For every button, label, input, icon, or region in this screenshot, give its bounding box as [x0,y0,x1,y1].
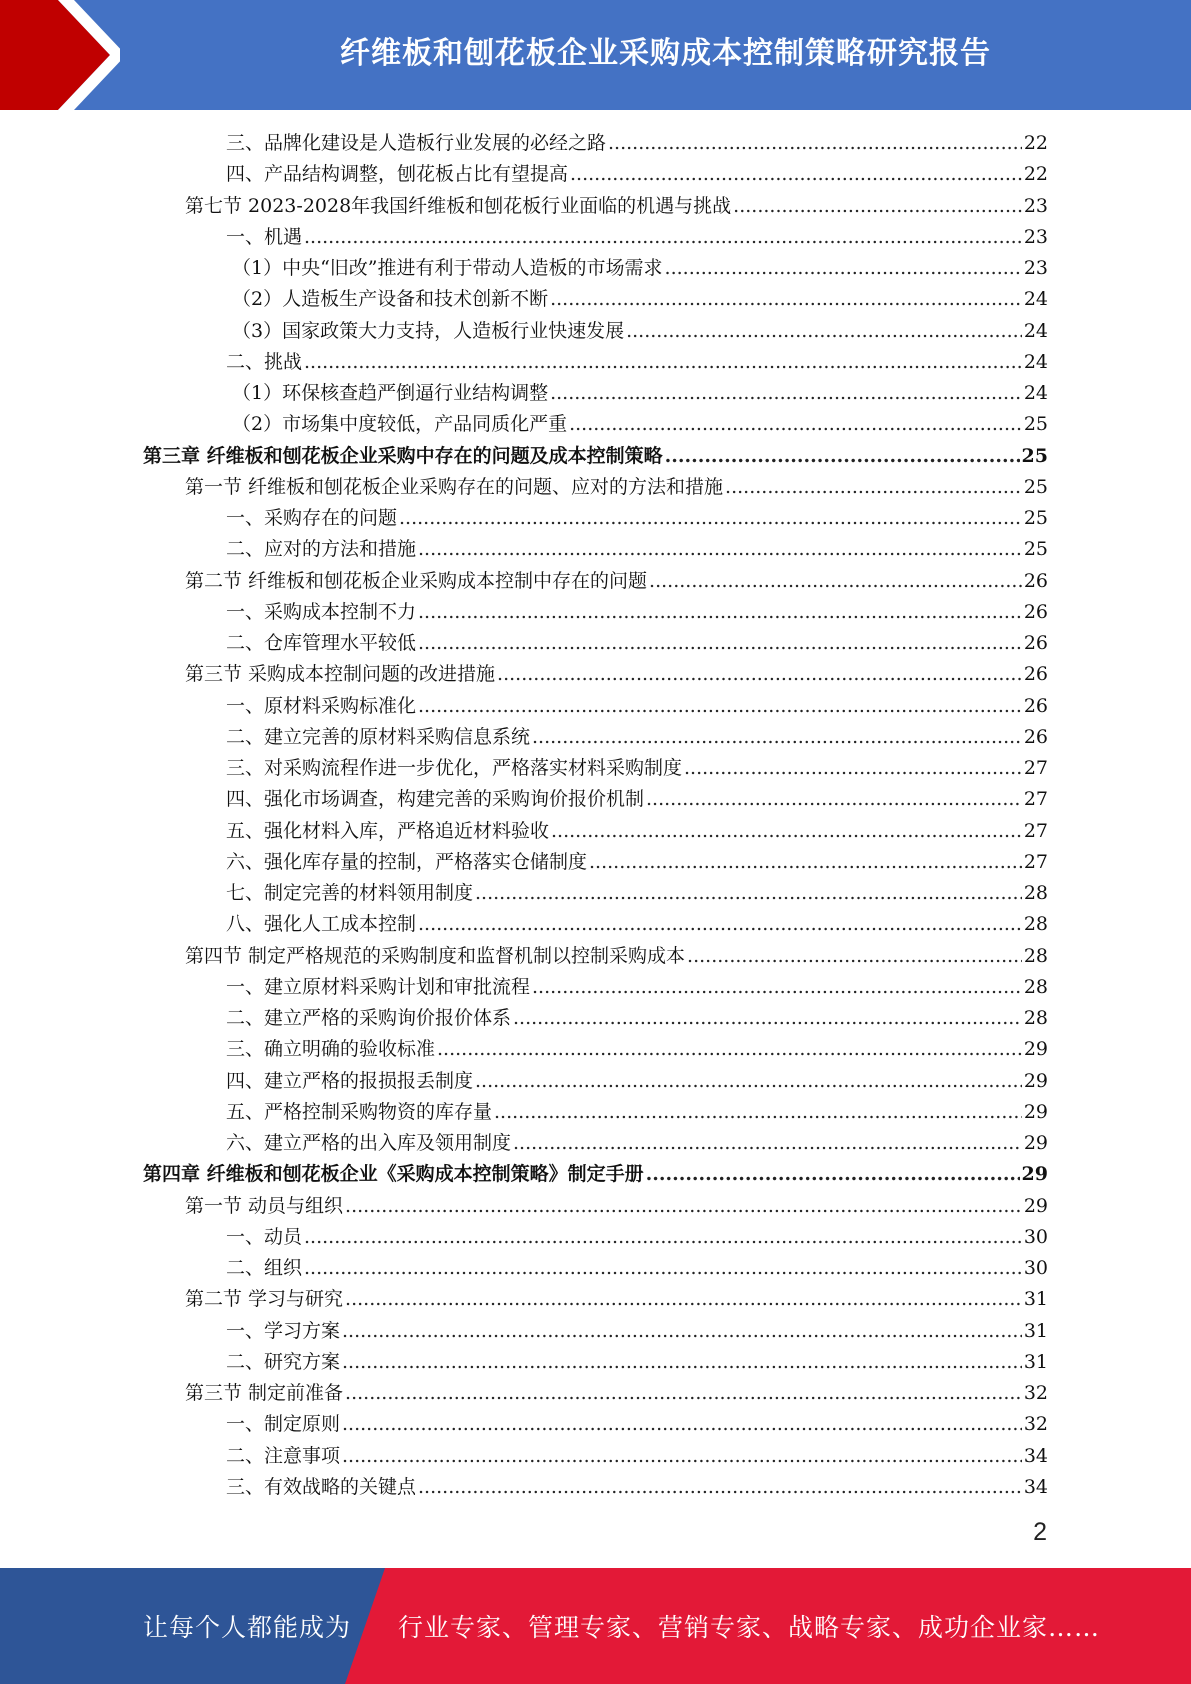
toc-entry[interactable] [0,316,1191,347]
toc-entry-title: 第一节 动员与组织 [185,1194,344,1217]
toc-entry[interactable] [0,816,1191,847]
toc-entry-title: 二、研究方案 [226,1350,341,1373]
toc-dot-leader [532,722,1022,753]
toc-dot-leader [475,878,1022,909]
toc-dot-leader [418,1472,1022,1503]
toc-entry[interactable] [0,753,1191,784]
toc-dot-leader [646,784,1022,815]
toc-dot-leader [342,1316,1022,1347]
toc-entry[interactable] [0,253,1191,284]
toc-entry-title: 一、原材料采购标准化 [226,694,417,717]
report-title: 纤维板和刨花板企业采购成本控制策略研究报告 [340,36,991,71]
toc-entry-title: 二、建立完善的原材料采购信息系统 [226,725,531,748]
page-footer [0,1568,1191,1684]
toc-entry-title: 四、建立严格的报损报丢制度 [226,1069,474,1092]
page-header [0,0,1191,110]
toc-dot-leader [497,659,1022,690]
toc-dot-leader [569,409,1022,440]
toc-entry-title: 二、组织 [226,1257,303,1279]
toc-entry[interactable] [0,1347,1191,1378]
toc-entry-title: 五、强化材料入库，严格追近材料验收 [226,819,550,842]
toc-entry-page: 29 [1021,1163,1048,1186]
toc-entry[interactable] [0,1378,1191,1409]
toc-entry[interactable] [0,1222,1191,1253]
toc-dot-leader [513,1003,1022,1034]
toc-entry-title: 一、动员 [226,1225,303,1248]
toc-entry[interactable] [0,1191,1191,1222]
toc-entry-title: （2）市场集中度较低，产品同质化严重 [232,413,568,436]
toc-entry-title: 第三章 纤维板和刨花板企业采购中存在的问题及成本控制策略 [143,444,663,467]
toc-dot-leader [418,534,1022,565]
toc-entry-title: 第七节 2023-2028年我国纤维板和刨花板行业面临的机遇与挑战 [185,194,732,217]
toc-entry[interactable] [0,972,1191,1003]
toc-entry-page: 27 [1023,850,1048,873]
toc-dot-leader [570,159,1022,190]
toc-entry-page: 32 [1023,1382,1048,1404]
footer-slogan-right: 行业专家、管理专家、营销专家、战略专家、成功企业家…… [398,1613,1101,1642]
toc-entry[interactable] [0,378,1191,409]
toc-entry-page: 27 [1023,819,1048,842]
toc-entry-title: 六、强化库存量的控制，严格落实仓储制度 [226,850,588,873]
toc-dot-leader [345,1284,1022,1315]
toc-entry[interactable] [0,1409,1191,1440]
toc-entry-title: 一、制定原则 [226,1413,341,1436]
toc-dot-leader [665,253,1022,284]
toc-entry-page: 28 [1023,975,1048,998]
toc-entry-page: 25 [1023,507,1048,529]
toc-entry-page: 32 [1023,1413,1048,1436]
toc-entry-page: 28 [1023,913,1048,936]
toc-entry-page: 23 [1023,194,1048,217]
toc-entry-page: 23 [1023,257,1048,279]
toc-entry-title: 二、仓库管理水平较低 [226,632,417,654]
toc-entry-page: 31 [1023,1288,1048,1311]
toc-entry-page: 22 [1023,163,1048,186]
toc-entry-title: 二、注意事项 [226,1444,341,1467]
toc-entry-title: 第一节 纤维板和刨花板企业采购存在的问题、应对的方法和措施 [185,475,724,498]
toc-entry-page: 25 [1023,413,1048,436]
toc-entry[interactable] [0,1128,1191,1159]
toc-entry-title: （2）人造板生产设备和技术创新不断 [232,288,549,311]
toc-entry-title: 四、产品结构调整，刨花板占比有望提高 [226,163,569,186]
toc-entry[interactable] [0,691,1191,722]
toc-entry[interactable] [0,1253,1191,1284]
toc-dot-leader [532,972,1022,1003]
toc-entry-title: 一、采购成本控制不力 [226,600,417,623]
toc-dot-leader [646,1159,1020,1190]
toc-entry-title: 三、有效战略的关键点 [226,1475,417,1498]
toc-entry-title: 七、制定完善的材料领用制度 [226,882,474,904]
toc-entry-page: 26 [1023,600,1048,623]
toc-entry-title: （1）环保核查趋严倒逼行业结构调整 [232,382,549,404]
toc-entry-title: 六、建立严格的出入库及领用制度 [226,1132,512,1154]
toc-entry[interactable] [0,1003,1191,1034]
toc-entry-title: 第三节 采购成本控制问题的改进措施 [185,663,496,686]
toc-entry[interactable] [0,847,1191,878]
toc-entry[interactable] [0,878,1191,909]
toc-entry-page: 29 [1023,1100,1048,1123]
toc-dot-leader [687,941,1022,972]
toc-entry-title: 第二节 纤维板和刨花板企业采购成本控制中存在的问题 [185,569,648,592]
toc-entry-title: 一、机遇 [226,225,303,248]
toc-entry-page: 25 [1021,444,1048,467]
toc-entry[interactable] [0,534,1191,565]
toc-entry-page: 26 [1023,569,1048,592]
toc-entry-page: 24 [1023,350,1048,373]
toc-dot-leader [626,316,1022,347]
toc-entry-page: 26 [1023,694,1048,717]
toc-dot-leader [418,691,1022,722]
toc-dot-leader [345,1191,1022,1222]
toc-entry[interactable] [0,128,1191,159]
footer-slogan-left: 让每个人都能成为 [143,1613,352,1642]
toc-entry-page: 25 [1023,538,1048,561]
toc-dot-leader [475,1066,1022,1097]
toc-entry-page: 31 [1023,1319,1048,1342]
toc-entry-page: 29 [1023,1069,1048,1092]
toc-dot-leader [589,847,1022,878]
toc-entry-page: 29 [1023,1194,1048,1217]
toc-entry[interactable] [0,1472,1191,1503]
toc-entry-page: 23 [1023,225,1048,248]
toc-dot-leader [494,1097,1022,1128]
toc-entry[interactable] [0,1441,1191,1472]
toc-dot-leader [342,1441,1022,1472]
toc-entry-page: 24 [1023,288,1048,311]
toc-entry[interactable] [0,784,1191,815]
toc-entry-title: 一、建立原材料采购计划和审批流程 [226,975,531,998]
toc-entry[interactable] [0,1284,1191,1315]
toc-entry-page: 25 [1023,475,1048,498]
toc-dot-leader [304,222,1022,253]
toc-entry[interactable] [0,566,1191,597]
toc-entry[interactable] [0,222,1191,253]
toc-entry-page: 30 [1023,1257,1048,1279]
toc-entry[interactable] [0,409,1191,440]
toc-dot-leader [342,1409,1022,1440]
toc-entry-page: 28 [1023,944,1048,967]
toc-entry-page: 26 [1023,663,1048,686]
toc-entry-title: 一、采购存在的问题 [226,507,398,529]
toc-entry[interactable] [0,159,1191,190]
toc-dot-leader [342,1347,1022,1378]
toc-dot-leader [513,1128,1022,1159]
toc-entry-title: 三、确立明确的验收标准 [226,1038,436,1061]
toc-entry[interactable] [0,1034,1191,1065]
toc-entry-page: 22 [1023,132,1048,154]
toc-entry-title: （1）中央“旧改”推进有利于带动人造板的市场需求 [232,257,663,279]
toc-dot-leader [304,347,1022,378]
toc-entry[interactable] [0,722,1191,753]
toc-dot-leader [665,441,1020,472]
toc-entry-title: 二、应对的方法和措施 [226,538,417,561]
toc-dot-leader [418,597,1022,628]
toc-entry-page: 34 [1023,1475,1048,1498]
toc-entry[interactable] [0,191,1191,222]
toc-entry-page: 26 [1023,632,1048,654]
toc-dot-leader [649,566,1022,597]
toc-dot-leader [437,1034,1022,1065]
toc-dot-leader [399,503,1022,534]
toc-entry-title: 二、挑战 [226,350,303,373]
toc-entry-title: 第四节 制定严格规范的采购制度和监督机制以控制采购成本 [185,944,686,967]
toc-entry[interactable] [0,941,1191,972]
toc-entry[interactable] [0,503,1191,534]
toc-entry-title: 三、品牌化建设是人造板行业发展的必经之路 [226,132,607,154]
toc-entry[interactable] [0,284,1191,315]
table-of-contents [0,128,1191,1503]
toc-dot-leader [608,128,1022,159]
toc-entry-page: 30 [1023,1225,1048,1248]
toc-entry[interactable] [0,441,1191,472]
toc-dot-leader [684,753,1022,784]
toc-entry-title: 五、严格控制采购物资的库存量 [226,1100,493,1123]
toc-dot-leader [733,191,1022,222]
toc-entry-title: 一、学习方案 [226,1319,341,1342]
toc-entry-title: 第二节 学习与研究 [185,1288,344,1311]
toc-entry-page: 26 [1023,725,1048,748]
toc-dot-leader [418,909,1022,940]
toc-dot-leader [304,1253,1022,1284]
toc-dot-leader [345,1378,1022,1409]
toc-entry-page: 31 [1023,1350,1048,1373]
toc-entry[interactable] [0,1066,1191,1097]
toc-entry-title: 第四章 纤维板和刨花板企业《采购成本控制策略》制定手册 [143,1163,644,1186]
toc-entry-page: 28 [1023,1007,1048,1029]
toc-dot-leader [418,628,1022,659]
toc-entry-page: 24 [1023,382,1048,404]
toc-dot-leader [304,1222,1022,1253]
toc-entry-page: 28 [1023,882,1048,904]
toc-entry-title: 第三节 制定前准备 [185,1382,344,1404]
toc-entry[interactable] [0,1316,1191,1347]
toc-dot-leader [725,472,1022,503]
toc-dot-leader [550,284,1022,315]
toc-dot-leader [550,378,1022,409]
toc-entry-title: 四、强化市场调查，构建完善的采购询价报价机制 [226,788,645,811]
header-red-arrow-decoration [0,0,120,110]
toc-entry-title: （3）国家政策大力支持，人造板行业快速发展 [232,319,625,342]
toc-entry-page: 29 [1023,1038,1048,1061]
toc-entry-title: 二、建立严格的采购询价报价体系 [226,1007,512,1029]
toc-entry-page: 24 [1023,319,1048,342]
toc-entry-page: 29 [1023,1132,1048,1154]
toc-entry[interactable] [0,472,1191,503]
toc-entry-page: 34 [1023,1444,1048,1467]
toc-entry[interactable] [0,597,1191,628]
toc-entry-page: 27 [1023,757,1048,779]
toc-entry-title: 八、强化人工成本控制 [226,913,417,936]
toc-entry-title: 三、对采购流程作进一步优化，严格落实材料采购制度 [226,757,683,779]
toc-dot-leader [551,816,1022,847]
toc-entry[interactable] [0,347,1191,378]
toc-entry-page: 27 [1023,788,1048,811]
toc-entry[interactable] [0,628,1191,659]
toc-entry[interactable] [0,1097,1191,1128]
toc-entry[interactable] [0,1159,1191,1190]
toc-entry[interactable] [0,909,1191,940]
toc-entry[interactable] [0,659,1191,690]
page-number: 2 [1033,1518,1047,1546]
